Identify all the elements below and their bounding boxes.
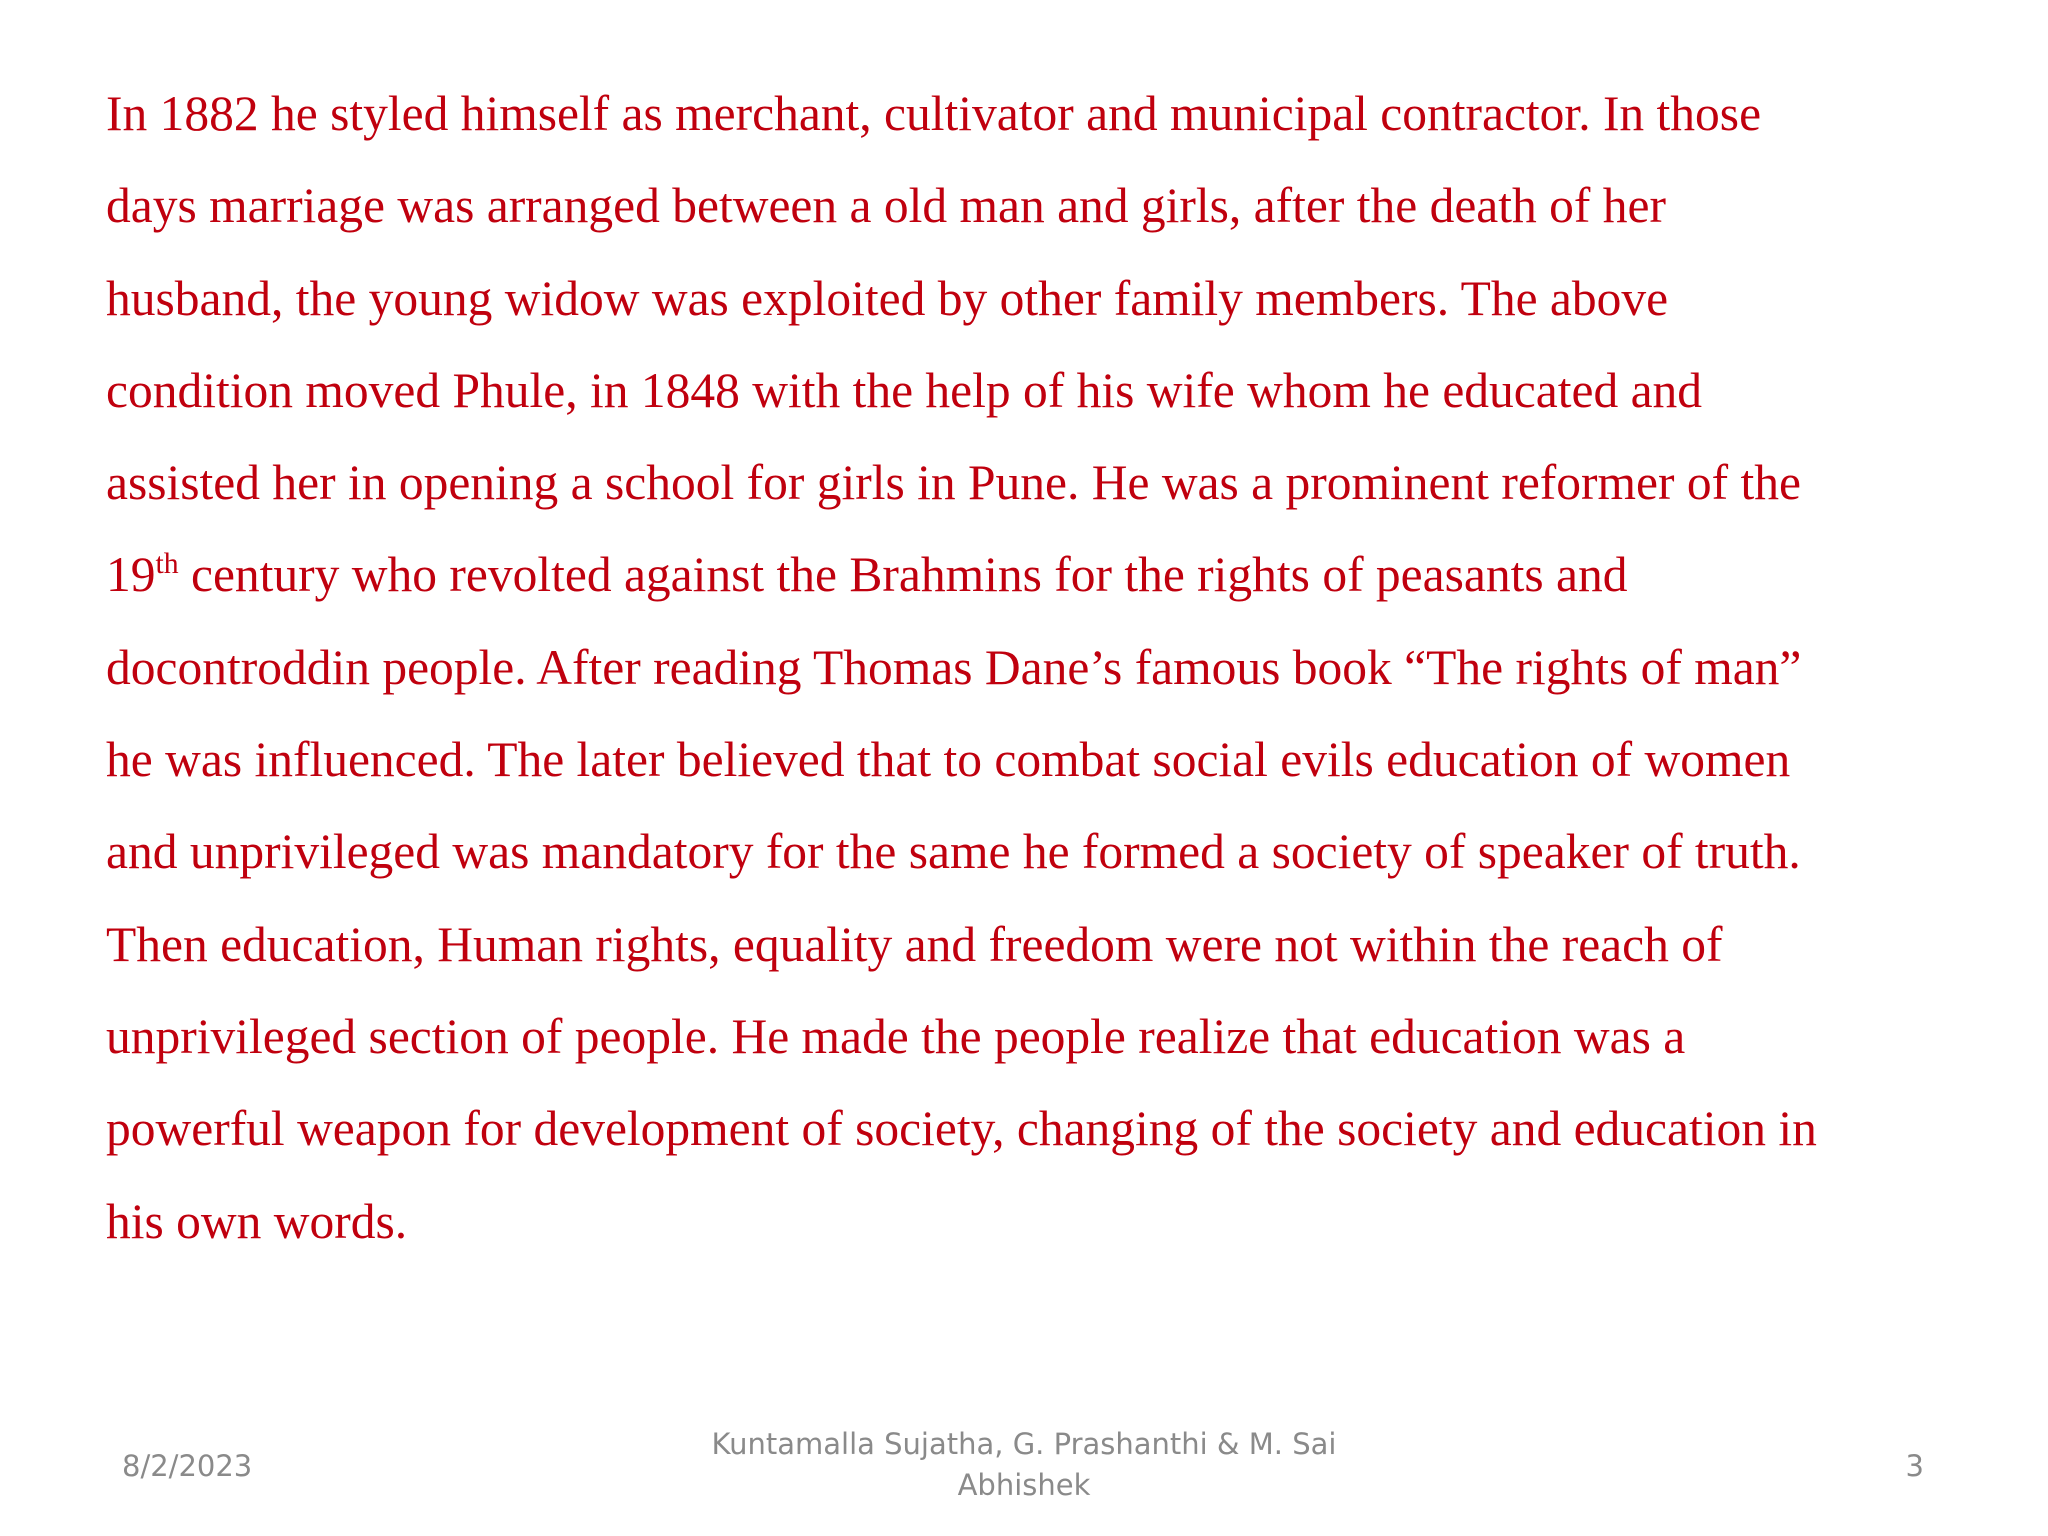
- slide-body-text: [106, 68, 1986, 1268]
- body-line: and unprivileged was mandatory for the same he formed a society of speaker of truth.: [106, 824, 1801, 880]
- body-line: docontroddin people. After reading Thomas Dane’s famous book “The rights of man”: [106, 639, 1802, 695]
- body-line: husband, the young widow was exploited by other family members. The above: [106, 270, 1669, 326]
- body-line: unprivileged section of people. He made the people realize that education was a: [106, 1008, 1686, 1064]
- footer-page-number: 3: [1905, 1449, 1924, 1483]
- body-line: assisted her in opening a school for girls in Pune. He was a prominent reformer of the: [106, 455, 1801, 511]
- footer-authors-line: Abhishek: [957, 1468, 1091, 1502]
- century-number: 19: [106, 547, 156, 603]
- footer-authors-line: Kuntamalla Sujatha, G. Prashanthi & M. Sai: [711, 1427, 1337, 1461]
- footer-authors: [624, 1424, 1424, 1506]
- footer-date: 8/2/2023: [122, 1449, 253, 1483]
- body-line: Then education, Human rights, equality and freedom were not within the reach of: [106, 916, 1723, 972]
- century-ordinal-suffix: th: [155, 548, 179, 581]
- body-line-century: [106, 529, 1986, 621]
- body-line: powerful weapon for development of society, changing of the society and education in: [106, 1101, 1817, 1157]
- century-line-rest: century who revolted against the Brahmins for the rights of peasants and: [178, 547, 1628, 603]
- body-line: In 1882 he styled himself as merchant, cultivator and municipal contractor. In those: [106, 86, 1762, 141]
- body-line: he was influenced. The later believed that to combat social evils education of women: [106, 732, 1791, 788]
- body-line: days marriage was arranged between a old man and girls, after the death of her: [106, 178, 1666, 234]
- body-line: condition moved Phule, in 1848 with the help of his wife whom he educated and: [106, 362, 1703, 418]
- body-line: his own words.: [106, 1193, 408, 1249]
